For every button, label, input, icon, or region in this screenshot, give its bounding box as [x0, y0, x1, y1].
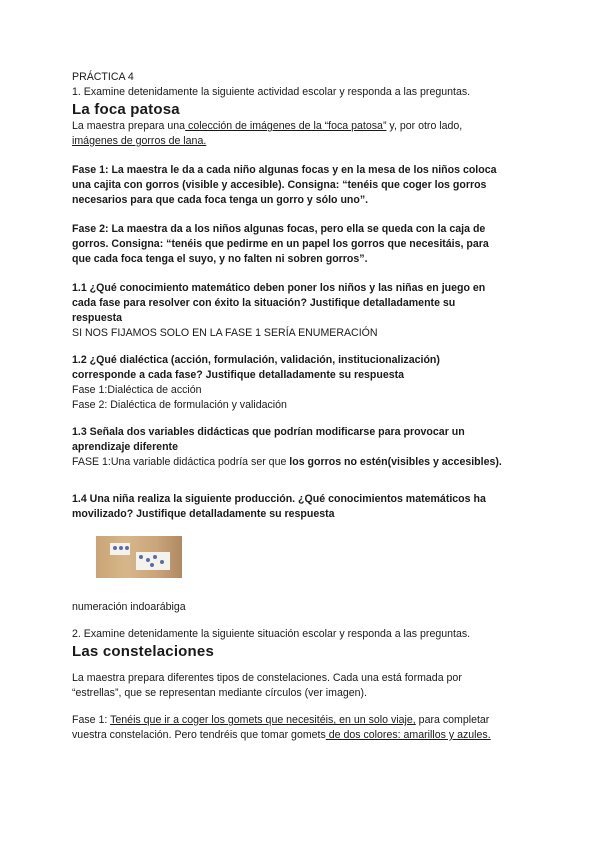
- answer-1-3: [72, 455, 532, 470]
- q2-instruction: 2. Examine detenidamente la siguiente situación escolar y responda a las preguntas.: [72, 628, 471, 640]
- fase2-line: que cada foca tenga el suyo, y no falten ni sobren gorros”.: [72, 253, 368, 265]
- q1-title: La foca patosa: [72, 101, 180, 118]
- dot: [160, 560, 164, 564]
- question-1-1: respuesta: [72, 312, 123, 324]
- dot: [153, 555, 157, 559]
- student-production-photo: [96, 536, 182, 578]
- question-1-4: 1.4 Una niña realiza la siguiente producción. ¿Qué conocimientos matemáticos ha: [72, 493, 486, 505]
- q2-intro: La maestra prepara diferentes tipos de constelaciones. Cada una está formada por: [72, 672, 462, 684]
- question-1-2: corresponde a cada fase? Justifique detalladamente su respuesta: [72, 369, 405, 381]
- question-1-3: 1.3 Señala dos variables didácticas que podrían modificarse para provocar un: [72, 426, 465, 438]
- q2-fase1-cont: [72, 728, 532, 743]
- fase1-text: para completar: [415, 714, 490, 726]
- answer-1-1: SI NOS FIJAMOS SOLO EN LA FASE 1 SERÍA ENUMERACIÓN: [72, 327, 378, 339]
- intro-text-2: y, por otro lado,: [386, 120, 463, 132]
- question-1-4: movilizado? Justifique detalladamente su respuesta: [72, 508, 335, 520]
- question-1-2: 1.2 ¿Qué dialéctica (acción, formulación, validación, institucionalización): [72, 354, 440, 366]
- fase1-underlined-2: de dos colores: amarillos y azules.: [325, 729, 491, 741]
- question-1-1: 1.1 ¿Qué conocimiento matemático deben poner los niños y las niñas en juego en: [72, 282, 486, 294]
- fase1-text-2: vuestra constelación. Pero tendréis que tomar gomets: [72, 729, 326, 741]
- answer-1-2: Fase 1:Dialéctica de acción: [72, 384, 202, 396]
- fase2-line: Fase 2: La maestra da a los niños algunas focas, pero ella se queda con la caja de: [72, 223, 486, 235]
- question-1-1: cada fase para resolver con éxito la situación? Justifique detalladamente su: [72, 297, 456, 309]
- fase1-underlined: Tenéis que ir a coger los gomets que necesitéis, en un solo viaje,: [110, 714, 416, 726]
- q2-fase1: [72, 713, 532, 728]
- fase2-line: gorros. Consigna: “tenéis que pedirme en un papel los gorros que necesitáis, para: [72, 238, 489, 250]
- dot: [146, 558, 150, 562]
- dot: [119, 546, 123, 550]
- intro-underlined: colección de imágenes de la “foca patosa”: [185, 120, 387, 132]
- fase1-line: necesarios para que cada foca tenga un gorro y sólo uno”.: [72, 194, 369, 206]
- dot: [150, 563, 154, 567]
- answer-1-2: Fase 2: Dialéctica de formulación y validación: [72, 399, 287, 411]
- fase1-line: Fase 1: La maestra le da a cada niño algunas focas y en la mesa de los niños coloca: [72, 164, 497, 176]
- q2-title: Las constelaciones: [72, 643, 214, 660]
- dot: [125, 546, 129, 550]
- answer-1-3-text: FASE 1:Una variable didáctica podría ser que: [72, 456, 290, 468]
- fase1-label: Fase 1:: [72, 714, 111, 726]
- dot: [139, 555, 143, 559]
- q2-intro: “estrellas”, que se representan mediante círculos (ver imagen).: [72, 687, 367, 699]
- q1-instruction: 1. Examine detenidamente la siguiente actividad escolar y responda a las preguntas.: [72, 86, 471, 98]
- answer-1-4: numeración indoarábiga: [72, 601, 186, 613]
- document-page: [72, 70, 532, 743]
- q1-intro: [72, 119, 532, 134]
- dot: [113, 546, 117, 550]
- answer-1-3-bold: los gorros no estén(visibles y accesibles).: [289, 456, 502, 468]
- q1-intro-underlined-2: imágenes de gorros de lana.: [72, 135, 207, 147]
- fase1-line: una cajita con gorros (visible y accesible). Consigna: “tenéis que coger los gorros: [72, 179, 487, 191]
- practice-title: PRÁCTICA 4: [72, 71, 134, 83]
- intro-text: La maestra prepara una: [72, 120, 186, 132]
- question-1-3: aprendizaje diferente: [72, 441, 178, 453]
